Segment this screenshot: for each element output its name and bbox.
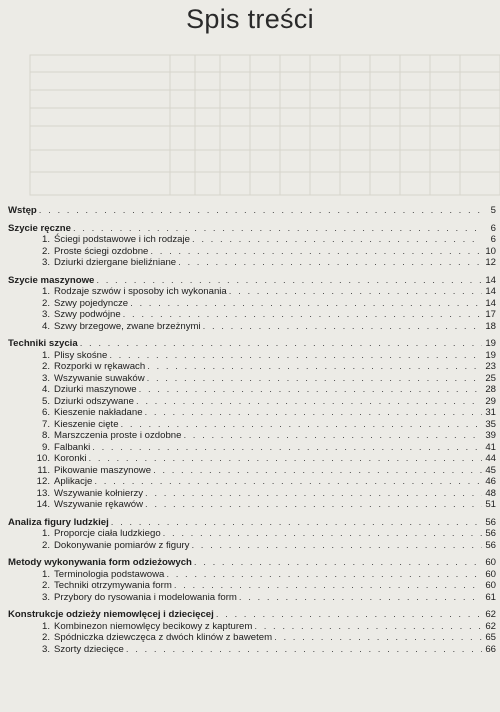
- dot-leader: [80, 338, 482, 350]
- dot-leader: [145, 499, 482, 511]
- section-page-number: 19: [485, 338, 496, 349]
- entry-title: Dziurki maszynowe: [54, 384, 137, 395]
- section-heading[interactable]: [8, 338, 496, 350]
- section-page-number: 5: [490, 205, 496, 216]
- section-page-number: 62: [485, 609, 496, 620]
- entry-number: 8.: [41, 430, 50, 441]
- entry-number: 3.: [41, 591, 50, 603]
- entry-page-number: 62: [485, 620, 496, 632]
- entry-title: Plisy skośne: [54, 349, 108, 361]
- entry-page-number: 6: [490, 234, 496, 245]
- entry-number: 5.: [41, 395, 50, 407]
- entry-title: Przybory do rysowania i modelowania form: [54, 591, 237, 603]
- entry-title: Spódniczka dziewczęca z dwóch klinów z bawetem: [54, 632, 273, 643]
- entry-page-number: 18: [485, 320, 496, 332]
- section-title: Analiza figury ludzkiej: [8, 516, 109, 528]
- entry-title: Rodzaje szwów i sposoby ich wykonania: [54, 286, 227, 297]
- toc-entry[interactable]: [8, 246, 496, 258]
- entry-page-number: 44: [485, 453, 496, 464]
- entry-page-number: 23: [485, 361, 496, 372]
- section-heading[interactable]: [8, 205, 496, 217]
- entry-title: Dziurki dziergane bieliźniane: [54, 257, 177, 268]
- toc-entry[interactable]: [8, 407, 496, 419]
- entry-number: 2.: [41, 245, 50, 257]
- entry-page-number: 19: [485, 349, 496, 361]
- toc-entry[interactable]: [8, 580, 496, 592]
- entry-number: 3.: [41, 257, 50, 268]
- entry-title: Koronki: [54, 453, 87, 464]
- toc-entry[interactable]: [8, 540, 496, 552]
- dot-leader: [174, 580, 482, 592]
- entry-title: Terminologia podstawowa: [54, 568, 165, 580]
- toc-section: [8, 275, 496, 333]
- entry-page-number: 66: [485, 643, 496, 655]
- toc-entry[interactable]: [8, 384, 496, 396]
- dot-leader: [89, 453, 482, 465]
- entry-number: 2.: [41, 632, 50, 643]
- entry-number: 2.: [41, 580, 50, 591]
- toc-entry[interactable]: [8, 644, 496, 656]
- entry-page-number: 51: [485, 499, 496, 510]
- toc-entry[interactable]: [8, 488, 496, 500]
- entry-number: 2.: [41, 361, 50, 372]
- toc-entry[interactable]: [8, 430, 496, 442]
- dot-leader: [39, 205, 482, 217]
- entry-page-number: 31: [485, 407, 496, 418]
- entry-number: 13.: [36, 487, 50, 499]
- entry-page-number: 10: [485, 245, 496, 257]
- toc-section: [8, 205, 496, 217]
- entry-title: Rozporki w rękawach: [54, 361, 146, 372]
- entry-page-number: 56: [485, 528, 496, 539]
- section-title: Szycie ręczne: [8, 222, 71, 234]
- entry-number: 10.: [36, 453, 50, 464]
- toc-section: [8, 609, 496, 655]
- section-title: Konstrukcje odzieży niemowlęcej i dziecięcej: [8, 609, 214, 620]
- dot-leader: [126, 644, 482, 656]
- dot-leader: [178, 257, 482, 269]
- entry-title: Ściegi podstawowe i ich rodzaje: [54, 234, 190, 245]
- section-page-number: 56: [485, 516, 496, 528]
- entry-title: Techniki otrzymywania form: [54, 580, 172, 591]
- dot-leader: [96, 275, 482, 287]
- dot-leader: [147, 361, 482, 373]
- dot-leader: [150, 246, 482, 258]
- entry-page-number: 25: [485, 372, 496, 384]
- section-heading[interactable]: [8, 223, 496, 235]
- page-title: Spis treści: [186, 4, 314, 34]
- section-page-number: 6: [490, 222, 496, 234]
- toc-entry[interactable]: [8, 476, 496, 488]
- dot-leader: [73, 223, 482, 235]
- toc-entry[interactable]: [8, 465, 496, 477]
- entry-number: 1.: [41, 234, 50, 245]
- toc-entry[interactable]: [8, 350, 496, 362]
- entry-number: 3.: [41, 643, 50, 655]
- dot-leader: [216, 609, 482, 621]
- toc-section: [8, 557, 496, 603]
- dot-leader: [153, 465, 482, 477]
- entry-title: Dziurki odszywane: [54, 395, 134, 407]
- dot-leader: [191, 540, 482, 552]
- toc-section: [8, 223, 496, 269]
- table-of-contents: [8, 205, 496, 661]
- entry-number: 3.: [41, 309, 50, 320]
- dot-leader: [145, 488, 482, 500]
- toc-entry[interactable]: [8, 309, 496, 321]
- section-heading[interactable]: [8, 609, 496, 621]
- entry-page-number: 14: [485, 286, 496, 297]
- toc-entry[interactable]: [8, 592, 496, 604]
- toc-entry[interactable]: [8, 373, 496, 385]
- dot-leader: [109, 350, 482, 362]
- entry-number: 4.: [41, 320, 50, 332]
- entry-number: 2.: [41, 539, 50, 551]
- section-title: Wstęp: [8, 205, 37, 216]
- entry-page-number: 61: [485, 591, 496, 603]
- dot-leader: [145, 407, 482, 419]
- toc-entry[interactable]: [8, 286, 496, 298]
- entry-title: Wszywanie rękawów: [54, 499, 144, 510]
- entry-number: 14.: [36, 499, 50, 510]
- dot-leader: [274, 632, 482, 644]
- dot-leader: [194, 557, 482, 569]
- entry-page-number: 14: [485, 297, 496, 309]
- entry-title: Szwy pojedyncze: [54, 297, 129, 309]
- toc-entry[interactable]: [8, 528, 496, 540]
- entry-page-number: 41: [485, 441, 496, 453]
- dot-leader: [163, 528, 482, 540]
- toc-entry[interactable]: [8, 442, 496, 454]
- section-heading[interactable]: [8, 275, 496, 287]
- entry-title: Kombinezon niemowlęcy becikowy z kapturem: [54, 620, 253, 632]
- entry-page-number: 56: [485, 539, 496, 551]
- entry-number: 1.: [41, 620, 50, 632]
- dot-leader: [229, 286, 482, 298]
- entry-title: Aplikacje: [54, 476, 93, 487]
- section-title: Szycie maszynowe: [8, 274, 95, 286]
- toc-section: [8, 338, 496, 511]
- section-title: Techniki szycia: [8, 338, 78, 349]
- entry-number: 12.: [36, 476, 50, 487]
- entry-number: 11.: [37, 464, 50, 476]
- entry-number: 9.: [41, 441, 50, 453]
- entry-title: Szorty dziecięce: [54, 643, 124, 655]
- section-heading[interactable]: [8, 517, 496, 529]
- dot-leader: [239, 592, 482, 604]
- entry-title: Kieszenie nakładane: [54, 407, 143, 418]
- toc-entry[interactable]: [8, 419, 496, 431]
- dot-leader: [192, 234, 482, 246]
- section-page-number: 60: [485, 557, 496, 568]
- entry-number: 1.: [41, 349, 50, 361]
- entry-page-number: 28: [485, 384, 496, 395]
- entry-title: Kieszenie cięte: [54, 418, 119, 430]
- entry-page-number: 60: [485, 580, 496, 591]
- dot-leader: [136, 396, 482, 408]
- dot-leader: [111, 517, 482, 529]
- entry-title: Falbanki: [54, 441, 91, 453]
- entry-number: 1.: [41, 528, 50, 539]
- entry-title: Szwy brzegowe, zwane brzeżnymi: [54, 320, 201, 332]
- entry-page-number: 60: [485, 568, 496, 580]
- entry-title: Pikowanie maszynowe: [54, 464, 152, 476]
- entry-title: Dokonywanie pomiarów z figury: [54, 539, 190, 551]
- section-title: Metody wykonywania form odzieżowych: [8, 557, 192, 568]
- entry-title: Marszczenia proste i ozdobne: [54, 430, 182, 441]
- entry-page-number: 65: [485, 632, 496, 643]
- entry-title: Proste ściegi ozdobne: [54, 245, 149, 257]
- dot-leader: [166, 569, 482, 581]
- entry-number: 7.: [41, 418, 50, 430]
- dot-leader: [139, 384, 482, 396]
- entry-page-number: 29: [485, 395, 496, 407]
- dot-leader: [121, 419, 482, 431]
- dot-leader: [147, 373, 482, 385]
- section-page-number: 14: [485, 274, 496, 286]
- entry-page-number: 35: [485, 418, 496, 430]
- toc-entry[interactable]: [8, 499, 496, 511]
- toc-entry[interactable]: [8, 632, 496, 644]
- entry-title: Proporcje ciała ludzkiego: [54, 528, 161, 539]
- toc-entry[interactable]: [8, 257, 496, 269]
- dot-leader: [254, 621, 482, 633]
- dot-leader: [92, 442, 482, 454]
- entry-page-number: 48: [485, 487, 496, 499]
- entry-title: Wszywanie suwaków: [54, 372, 145, 384]
- toc-entry[interactable]: [8, 234, 496, 246]
- toc-entry[interactable]: [8, 361, 496, 373]
- dot-leader: [203, 321, 482, 333]
- entry-page-number: 12: [485, 257, 496, 268]
- dot-leader: [94, 476, 482, 488]
- toc-entry[interactable]: [8, 396, 496, 408]
- entry-number: 3.: [41, 372, 50, 384]
- entry-page-number: 46: [485, 476, 496, 487]
- dot-leader: [123, 309, 482, 321]
- entry-number: 6.: [41, 407, 50, 418]
- entry-title: Wszywanie kołnierzy: [54, 487, 144, 499]
- toc-entry[interactable]: [8, 321, 496, 333]
- dot-leader: [130, 298, 482, 310]
- entry-page-number: 45: [485, 464, 496, 476]
- toc-entry[interactable]: [8, 569, 496, 581]
- toc-entry[interactable]: [8, 453, 496, 465]
- entry-number: 1.: [41, 286, 50, 297]
- entry-number: 2.: [41, 297, 50, 309]
- toc-entry[interactable]: [8, 298, 496, 310]
- entry-page-number: 39: [485, 430, 496, 441]
- entry-page-number: 17: [485, 309, 496, 320]
- entry-number: 4.: [41, 384, 50, 395]
- dot-leader: [183, 430, 482, 442]
- section-heading[interactable]: [8, 557, 496, 569]
- entry-title: Szwy podwójne: [54, 309, 121, 320]
- toc-section: [8, 517, 496, 552]
- toc-entry[interactable]: [8, 621, 496, 633]
- entry-number: 1.: [41, 568, 50, 580]
